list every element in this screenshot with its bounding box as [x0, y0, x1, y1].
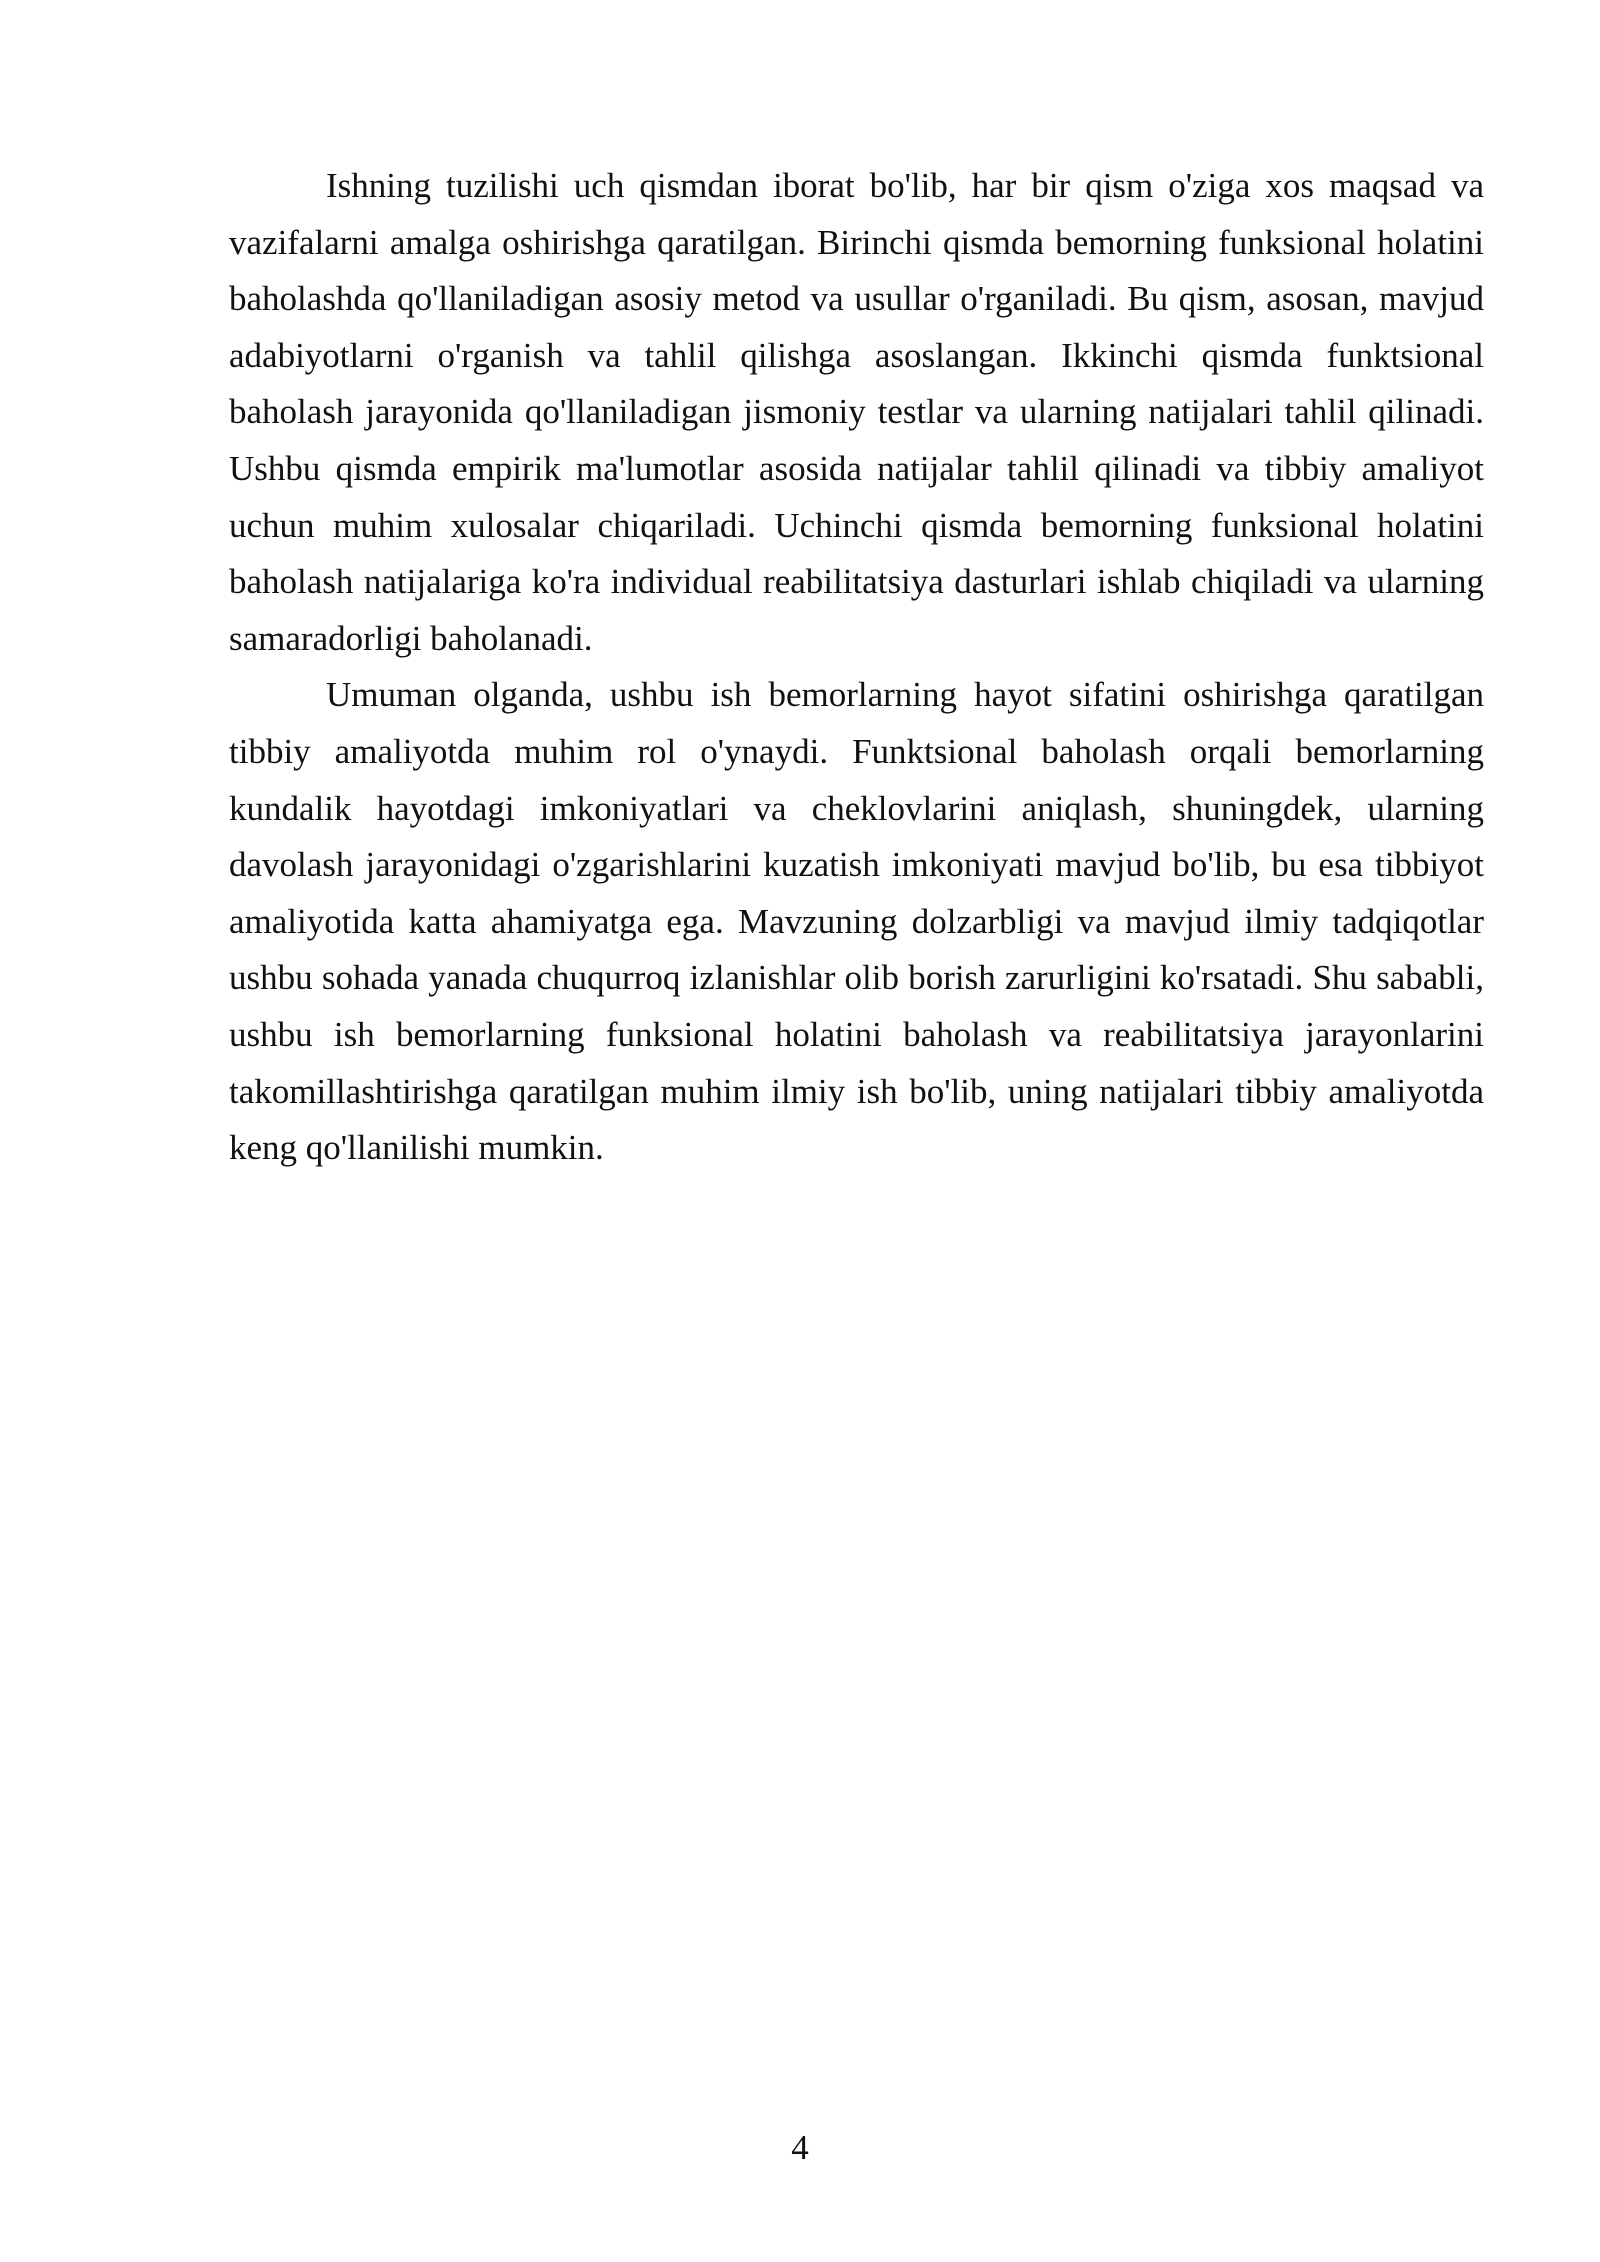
paragraph-summary: Umuman olganda, ushbu ish bemorlarning hayot sifatini oshirishga qaratilgan tibbiy amaliyotda muhim rol o'ynaydi. Funktsional baholash orqali bemorlarning kundalik hayotdagi imkoniyatlari va cheklovlarini aniqlash, shuningdek, ularning davolash jarayonidagi o'zgarishlarini kuzatish imkoniyati mavjud bo'lib, bu esa tibbiyot amaliyotida katta ahamiyatga ega. Mavzuning dolzarbligi va mavjud ilmiy tadqiqotlar ushbu sohada yanada chuqurroq izlanishlar olib borish zarurligini ko'rsatadi. Shu sababli, ushbu ish bemorlarning funksional holatini baholash va reabilitatsiya jarayonlarini takomillashtirishga qaratilgan muhim ilmiy ish bo'lib, uning natijalari tibbiy amaliyotda keng qo'llanilishi mumkin.	[229, 675, 1484, 1168]
body-text	[229, 158, 1484, 1177]
page-number: 4	[791, 2128, 809, 2167]
paragraph-structure: Ishning tuzilishi uch qismdan iborat bo'lib, har bir qism o'ziga xos maqsad va vazifalarni amalga oshirishga qaratilgan. Birinchi qismda bemorning funksional holatini baholashda qo'llaniladigan asosiy metod va usullar o'rganiladi. Bu qism, asosan, mavjud adabiyotlarni o'rganish va tahlil qilishga asoslangan. Ikkinchi qismda funktsional baholash jarayonida qo'llaniladigan jismoniy testlar va ularning natijalari tahlil qilinadi. Ushbu qismda empirik ma'lumotlar asosida natijalar tahlil qilinadi va tibbiy amaliyot uchun muhim xulosalar chiqariladi. Uchinchi qismda bemorning funksional holatini baholash natijalariga ko'ra individual reabilitatsiya dasturlari ishlab chiqiladi va ularning samaradorligi baholanadi.	[229, 166, 1484, 658]
